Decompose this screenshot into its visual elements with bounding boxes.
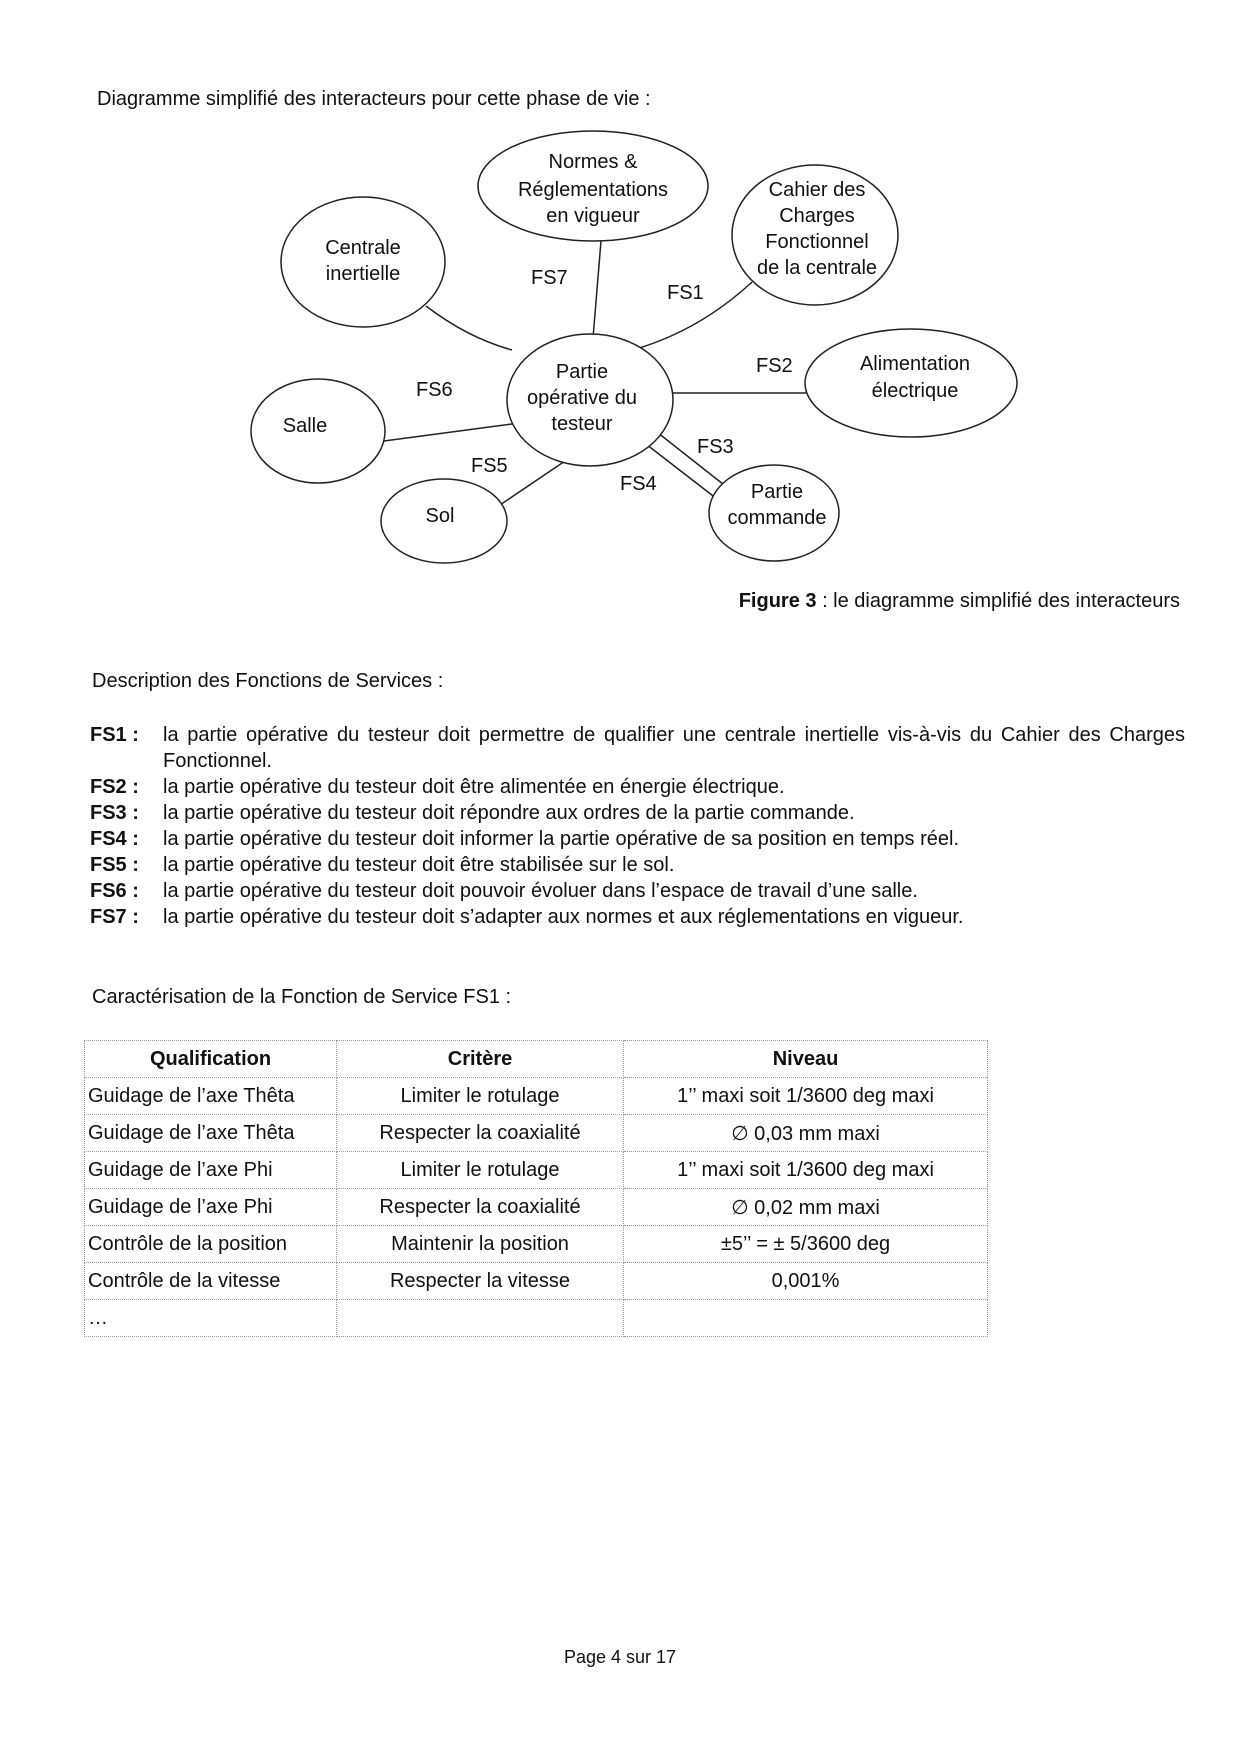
link-fs7-line [593,241,601,338]
cell-critere: Respecter la coaxialité [337,1189,624,1226]
cell-critere: Respecter la coaxialité [337,1115,624,1152]
table-row [85,1263,988,1300]
cell-qualification: … [85,1300,337,1337]
function-text: la partie opérative du testeur doit être stabilisée sur le sol. [163,854,675,876]
function-text: la partie opérative du testeur doit informer la partie opérative de sa position en temps réel. [163,828,959,850]
header-qualification: Qualification [85,1041,337,1078]
function-item [90,852,1185,878]
header-niveau: Niveau [624,1041,988,1078]
table-row [85,1078,988,1115]
cell-critere [337,1300,624,1337]
cell-niveau [624,1300,988,1337]
interactor-diagram [0,0,1240,600]
function-text: la partie opérative du testeur doit être alimentée en énergie électrique. [163,776,785,798]
cell-qualification: Guidage de l’axe Phi [85,1152,337,1189]
cell-critere: Limiter le rotulage [337,1152,624,1189]
node-centrale-ellipse [281,197,445,327]
node-commande-label: Partie commande [727,481,827,529]
characterisation-heading: Caractérisation de la Fonction de Service FS1 : [92,986,512,1008]
link-fs5-label: FS5 [471,455,508,477]
function-text: la partie opérative du testeur doit pouvoir évoluer dans l’espace de travail d’une salle. [163,880,918,902]
function-item [90,800,1185,826]
figure-caption-label: Figure 3 [738,590,817,612]
node-center-label: Partie opérative du testeur [526,361,638,435]
cell-qualification: Contrôle de la vitesse [85,1263,337,1300]
cell-niveau: ∅ 0,03 mm maxi [624,1115,988,1152]
link-fs6-line [384,424,512,441]
table-row [85,1226,988,1263]
cell-qualification: Guidage de l’axe Thêta [85,1078,337,1115]
table-header-row [85,1041,988,1078]
function-text: la partie opérative du testeur doit permettre de qualifier une centrale inertielle vis-à-vis du Cahier des Charges Fonctionnel. [163,724,1185,772]
table-row [85,1152,988,1189]
link-fs4-label: FS4 [620,473,657,495]
table-row [85,1300,988,1337]
figure-caption-text: : le diagramme simplifié des interacteurs [816,590,1180,612]
function-code: FS1 : [90,724,139,746]
cell-niveau: ∅ 0,02 mm maxi [624,1189,988,1226]
node-cdc-label: Cahier des Charges Fonctionnel de la centrale [756,179,878,279]
header-critere: Critère [337,1041,624,1078]
node-sol-label: Sol [425,505,455,527]
cell-niveau: ±5’’ = ± 5/3600 deg [624,1226,988,1263]
node-alimentation-label: Alimentation électrique [859,353,971,402]
function-item [90,722,1185,774]
table-row [85,1189,988,1226]
cell-niveau: 1’’ maxi soit 1/3600 deg maxi [624,1078,988,1115]
function-item [90,826,1185,852]
function-item [90,774,1185,800]
cell-qualification: Guidage de l’axe Phi [85,1189,337,1226]
node-centrale-label: Centrale inertielle [325,237,401,285]
function-code: FS2 : [90,776,139,798]
function-code: FS3 : [90,802,139,824]
cell-niveau: 0,001% [624,1263,988,1300]
function-code: FS6 : [90,880,139,902]
link-fs6-label: FS6 [416,379,453,401]
diagram-intro: Diagramme simplifié des interacteurs pour cette phase de vie : [97,88,651,110]
functions-heading: Description des Fonctions de Services : [92,670,444,692]
cell-qualification: Guidage de l’axe Thêta [85,1115,337,1152]
function-code: FS7 : [90,906,139,928]
function-code: FS4 : [90,828,139,850]
cell-niveau: 1’’ maxi soit 1/3600 deg maxi [624,1152,988,1189]
cell-critere: Maintenir la position [337,1226,624,1263]
link-fs1-label: FS1 [667,282,704,304]
page-number: Page 4 sur 17 [563,1647,677,1667]
function-code: FS5 : [90,854,139,876]
function-item [90,878,1185,904]
function-text: la partie opérative du testeur doit s’adapter aux normes et aux réglementations en vigueur. [163,906,964,928]
figure-caption [739,590,1180,613]
link-fs3-label: FS3 [697,436,734,458]
cell-qualification: Contrôle de la position [85,1226,337,1263]
link-fs2-label: FS2 [756,355,793,377]
function-item [90,904,1185,930]
cell-critere: Limiter le rotulage [337,1078,624,1115]
node-normes-label: Normes & Réglementations en vigueur [517,151,669,227]
table-row [85,1115,988,1152]
functions-list [90,722,1185,930]
node-salle-label: Salle [282,415,328,437]
function-text: la partie opérative du testeur doit répondre aux ordres de la partie commande. [163,802,855,824]
criteria-table [84,1040,988,1337]
cell-critere: Respecter la vitesse [337,1263,624,1300]
link-fs7-label: FS7 [531,267,568,289]
link-centrale-line [426,306,512,350]
